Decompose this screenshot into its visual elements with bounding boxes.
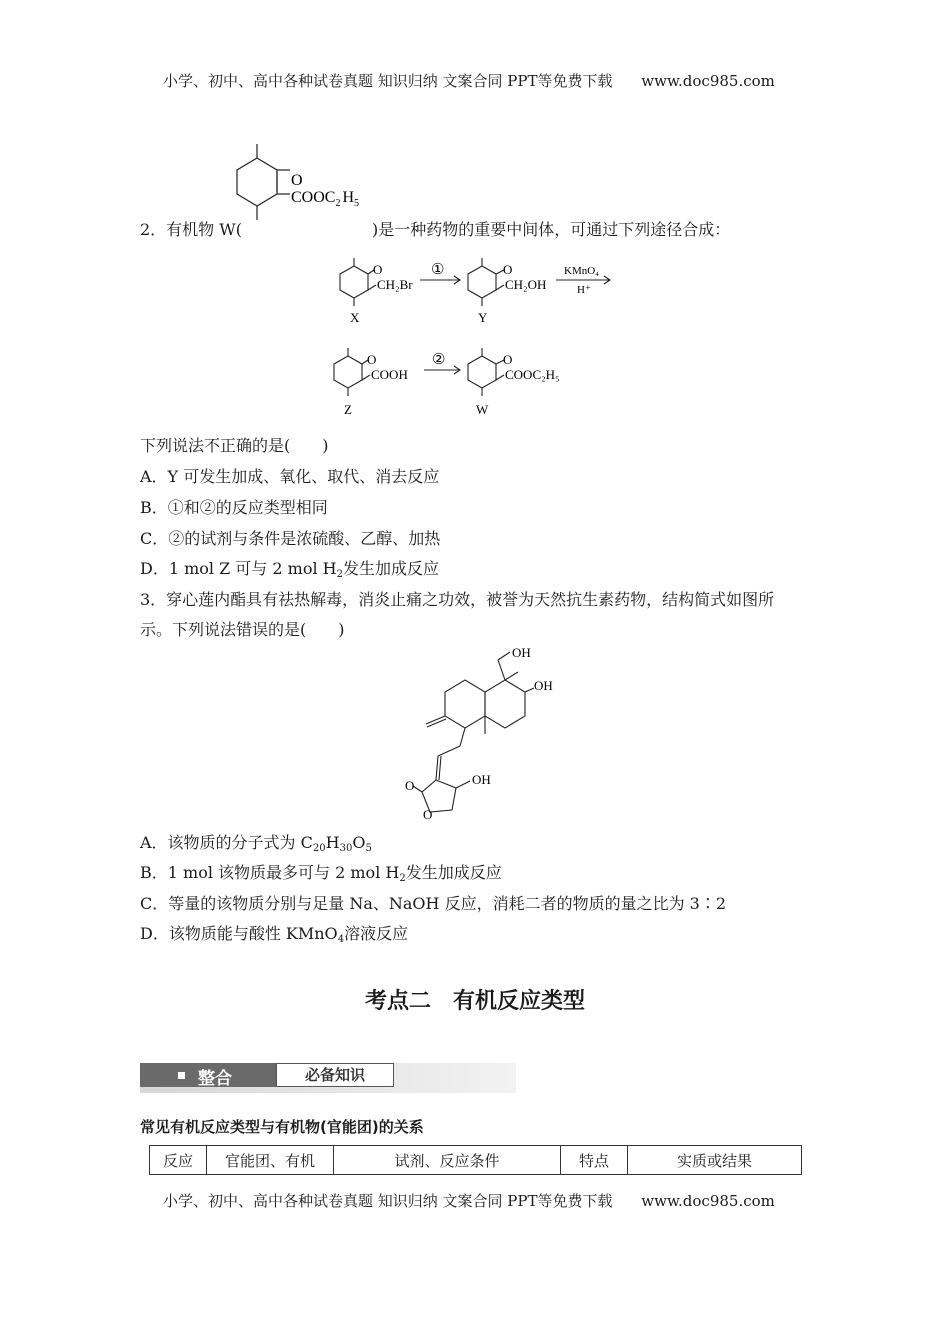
z-ketone-o: O (367, 352, 377, 367)
z-label: Z (344, 402, 352, 417)
q2-stem: 下列说法不正确的是( ) (140, 436, 329, 455)
q3-option-b[interactable]: B．1 mol 该物质最多可与 2 mol $H_2$发生加成反应 (140, 863, 502, 884)
q3-option-a[interactable]: A．该物质的分子式为 $C_{20}H_{30}O_5$ (140, 833, 372, 854)
section-title: 考点二 有机反应类型 (364, 989, 585, 1014)
section-subtitle: 常见有机反应类型与有机物(官能团)的关系 (140, 1118, 424, 1136)
lactone-carbonyl-o: O (405, 778, 415, 793)
step2-label: ② (432, 352, 446, 368)
step1-label: ① (431, 262, 445, 278)
q3-stem-line2: 示。下列说法错误的是( ) (140, 620, 345, 639)
w-inline-structure (230, 138, 400, 228)
y-substituent: CH₂OH (505, 277, 547, 292)
reaction-type-table (149, 1145, 802, 1175)
y-ketone-o: O (503, 262, 513, 277)
section-bar-right-label: 必备知识 (276, 1063, 394, 1087)
w-inline-o: O (291, 172, 303, 189)
q3-option-c[interactable]: C．等量的该物质分别与足量 Na、NaOH 反应，消耗二者的物质的量之比为 3∶2 (140, 894, 727, 913)
footer-text: 小学、初中、高中各种试卷真题 知识归纳 文案合同 PPT等免费下载 (163, 1192, 613, 1210)
oh-right: OH (534, 678, 553, 693)
x-label: X (350, 310, 360, 325)
w-label: W (476, 402, 489, 417)
table-header-row (150, 1146, 802, 1175)
x-ketone-o: O (373, 262, 383, 277)
x-substituent: CH₂Br (377, 277, 413, 292)
header-text: 小学、初中、高中各种试卷真题 知识归纳 文案合同 PPT等免费下载 (163, 72, 613, 90)
q2-intro (140, 217, 730, 240)
reaction-scheme (320, 252, 640, 424)
q3-stem-line1: 3．穿心莲内酯具有祛热解毒，消炎止痛之功效，被誉为天然抗生素药物，结构简式如图所 (140, 590, 775, 609)
andrographolide-structure (405, 638, 570, 822)
q2-option-d[interactable]: D．1 mol Z 可与 2 mol $H_2$发生加成反应 (140, 559, 440, 580)
z-substituent: COOH (371, 367, 408, 382)
q3-option-d[interactable]: D．该物质能与酸性 KMnO$_4$溶液反应 (140, 924, 409, 945)
w-inline-ester: $COOC_2$ $H_5$ (291, 189, 360, 209)
w-substituent: COOC₂H₅ (505, 367, 560, 382)
q2-option-b[interactable]: B．①和②的反应类型相同 (140, 498, 328, 517)
bullet-square-icon (178, 1072, 185, 1079)
w-ketone-o: O (503, 352, 513, 367)
y-label: Y (478, 310, 488, 325)
oh-lower: OH (472, 772, 491, 787)
q2-intro-post: )是一种药物的重要中间体，可通过下列途径合成： (371, 220, 731, 239)
table-header-cell: 试剂、反应条件 (334, 1146, 561, 1175)
footer-url[interactable]: www.doc985.com (641, 1192, 775, 1210)
q2-intro-pre: 2．有机物 W( (140, 220, 242, 239)
page-footer (163, 1190, 775, 1211)
table-header-cell: 官能团、有机 (207, 1146, 334, 1175)
oh-top: OH (512, 645, 531, 660)
table-header-cell: 反应 (150, 1146, 207, 1175)
q2-option-a[interactable]: A．Y 可发生加成、氧化、取代、消去反应 (140, 467, 440, 486)
q2-option-c[interactable]: C．②的试剂与条件是浓硫酸、乙醇、加热 (140, 529, 441, 548)
section-bar-left-label: 整合 (198, 1069, 232, 1089)
table-header-cell: 特点 (561, 1146, 628, 1175)
header-url[interactable]: www.doc985.com (641, 72, 775, 90)
section-bar (140, 1063, 516, 1093)
reagent-top: KMnO₄ (564, 265, 600, 277)
lactone-ring-o: O (423, 807, 433, 822)
reagent-bottom: H⁺ (577, 284, 591, 296)
table-header-cell: 实质或结果 (628, 1146, 802, 1175)
page-header (163, 70, 775, 91)
